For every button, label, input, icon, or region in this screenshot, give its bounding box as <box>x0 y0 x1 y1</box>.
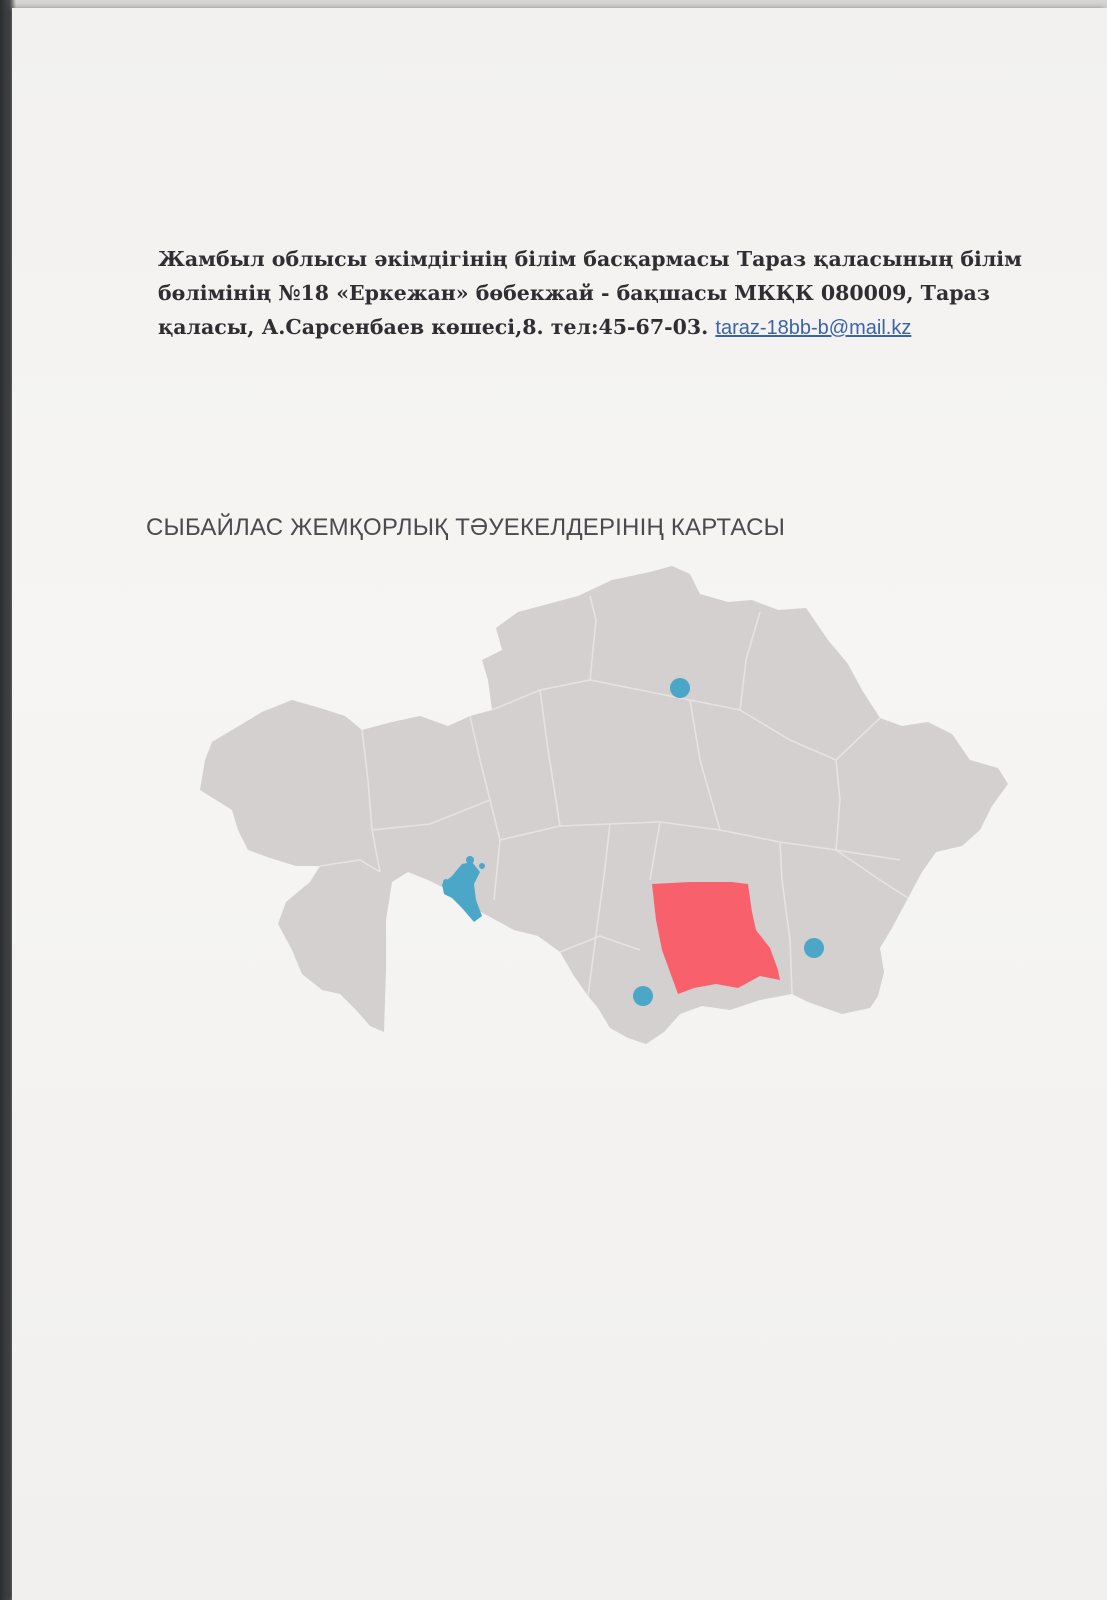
header-line-1: Жамбыл облысы әкімдігінің білім басқармасы Тараз қаласының білім <box>158 247 1022 271</box>
map-marker <box>633 986 653 1006</box>
map-marker <box>804 938 824 958</box>
country-outline <box>200 566 1008 1044</box>
header-line-2: бөлімінің №18 «Еркежан» бөбекжай - бақшасы МКҚК 080009, Тараз <box>158 281 990 305</box>
map-title: СЫБАЙЛАС ЖЕМҚОРЛЫҚ ТӘУЕКЕЛДЕРІНІҢ КАРТАСЫ <box>146 514 786 541</box>
header-line-3-text: қаласы, А.Сарсенбаев көшесі,8. тел:45-67-03. <box>158 315 709 339</box>
map-marker <box>670 678 690 698</box>
email-link[interactable]: taraz-18bb-b@mail.kz <box>715 317 912 339</box>
